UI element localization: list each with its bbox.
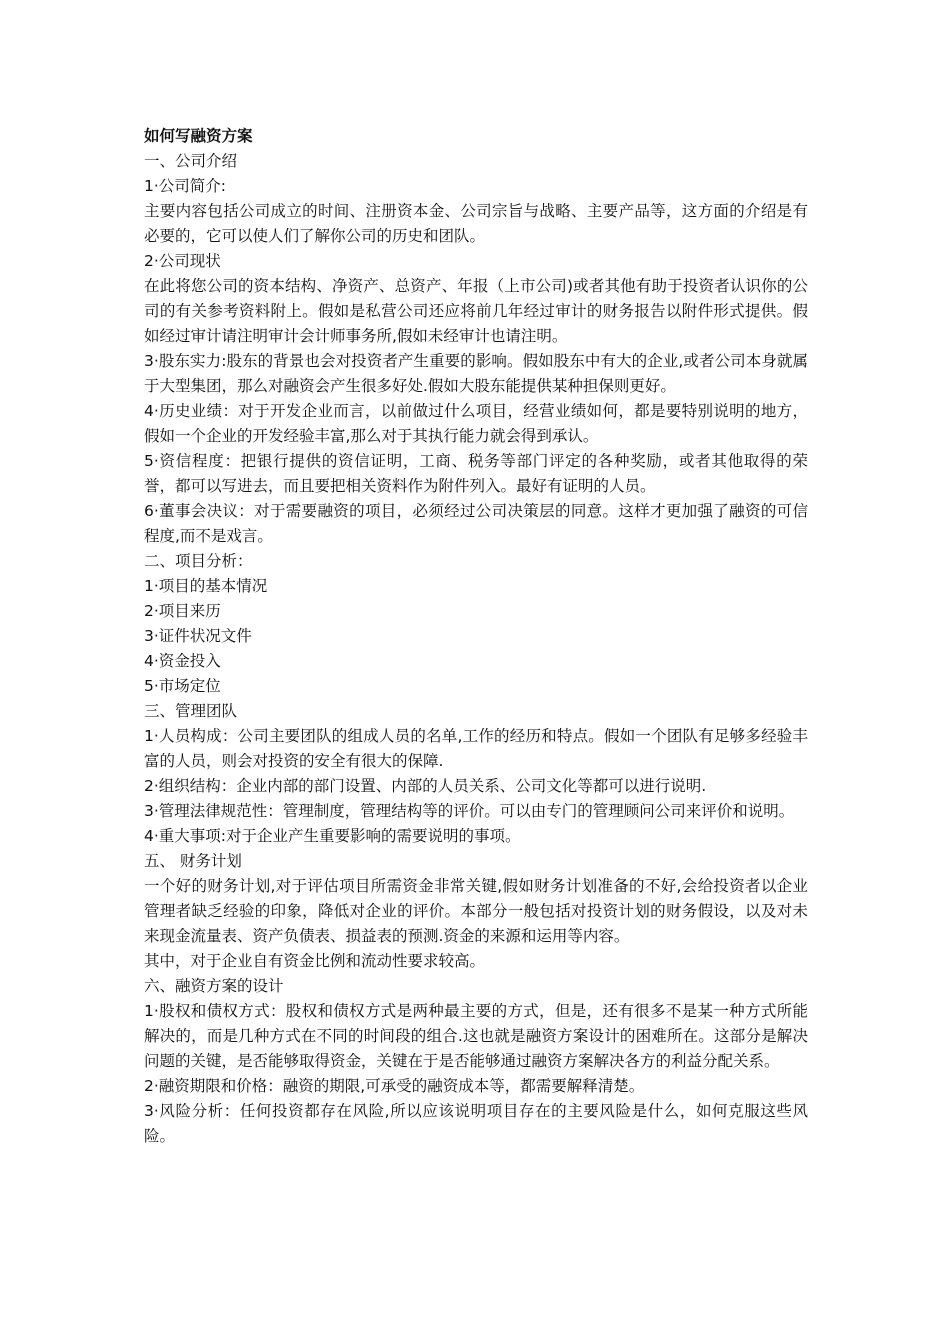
paragraph-company-status: 在此将您公司的资本结构、净资产、总资产、年报（上市公司)或者其他有助于投资者认识你的公司的有关参考资料附上。假如是私营公司还应将前几年经过审计的财务报告以附件形式提供。假如经过审计请注明审计会计师事务所,假如未经审计也请注明。 [144, 277, 808, 345]
item-company-profile: 1·公司简介: [144, 177, 227, 195]
section-heading-company-intro: 一、公司介绍 [144, 152, 238, 170]
item-project-origin: 2·项目来历 [144, 602, 221, 620]
section-heading-financial-plan: 五、 财务计划 [144, 852, 242, 870]
item-board-resolution: 6·董事会决议：对于需要融资的项目，必须经过公司决策层的同意。这样才更加强了融资的可信程度,而不是戏言。 [144, 502, 808, 545]
item-financing-term-price: 2·融资期限和价格：融资的期限,可承受的融资成本等，都需要解释清楚。 [144, 1077, 645, 1095]
document-title: 如何写融资方案 [144, 127, 253, 145]
section-heading-project-analysis: 二、项目分析： [144, 552, 253, 570]
document-body [144, 124, 808, 1149]
item-history-performance: 4·历史业绩：对于开发企业而言，以前做过什么项目，经营业绩如何，都是要特别说明的地方，假如一个企业的开发经验丰富,那么对于其执行能力就会得到承认。 [144, 402, 808, 445]
item-shareholder-strength: 3·股东实力:股东的背景也会对投资者产生重要的影响。假如股东中有大的企业,或者公司本身就属于大型集团，那么对融资会产生很多好处.假如大股东能提供某种担保则更好。 [144, 352, 808, 395]
item-equity-debt: 1·股权和债权方式：股权和债权方式是两种最主要的方式，但是，还有很多不是某一种方式所能解决的，而是几种方式在不同的时间段的组合.这也就是融资方案设计的困难所在。这部分是解决问题的关键，是否能够取得资金，关键在于是否能够通过融资方案解决各方的利益分配关系。 [144, 1002, 808, 1070]
item-staff-composition: 1·人员构成：公司主要团队的组成人员的名单,工作的经历和特点。假如一个团队有足够多经验丰富的人员，则会对投资的安全有很大的保障. [144, 727, 808, 770]
item-company-status: 2·公司现状 [144, 252, 221, 270]
section-heading-financing-design: 六、融资方案的设计 [144, 977, 284, 995]
item-market-positioning: 5·市场定位 [144, 677, 221, 695]
paragraph-financial-plan: 一个好的财务计划,对于评估项目所需资金非常关键,假如财务计划准备的不好,会给投资者以企业管理者缺乏经验的印象，降低对企业的评价。本部分一般包括对投资计划的财务假设，以及对未来现金流量表、资产负债表、损益表的预测.资金的来源和运用等内容。 [144, 877, 808, 945]
section-heading-management-team: 三、管理团队 [144, 702, 238, 720]
item-risk-analysis: 3·风险分析：任何投资都存在风险,所以应该说明项目存在的主要风险是什么，如何克服这些风险。 [144, 1102, 808, 1145]
item-certificates: 3·证件状况文件 [144, 627, 252, 645]
item-capital-investment: 4·资金投入 [144, 652, 221, 670]
item-project-basics: 1·项目的基本情况 [144, 577, 268, 595]
paragraph-financial-plan-note: 其中，对于企业自有资金比例和流动性要求较高。 [144, 952, 486, 970]
item-management-compliance: 3·管理法律规范性：管理制度，管理结构等的评价。可以由专门的管理顾问公司来评价和说明。 [144, 802, 795, 820]
item-major-events: 4·重大事项:对于企业产生重要影响的需要说明的事项。 [144, 827, 521, 845]
paragraph-company-profile: 主要内容包括公司成立的时间、注册资本金、公司宗旨与战略、主要产品等，这方面的介绍是有必要的，它可以使人们了解你公司的历史和团队。 [144, 202, 808, 245]
item-credit-standing: 5·资信程度：把银行提供的资信证明，工商、税务等部门评定的各种奖励，或者其他取得的荣誉，都可以写进去，而且要把相关资料作为附件列入。最好有证明的人员。 [144, 452, 808, 495]
item-organization-structure: 2·组织结构：企业内部的部门设置、内部的人员关系、公司文化等都可以进行说明. [144, 777, 707, 795]
